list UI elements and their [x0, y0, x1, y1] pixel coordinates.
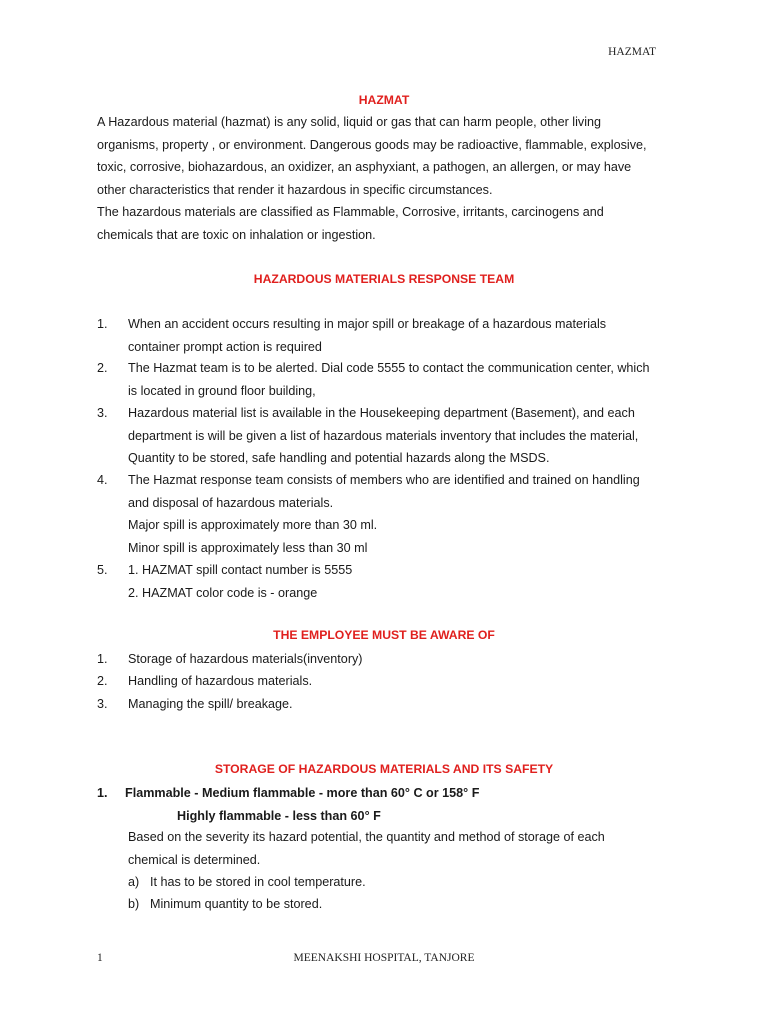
- flammable-line: Flammable - Medium flammable - more than 60° C or 158° F: [125, 786, 480, 800]
- list-item-line: 1. HAZMAT spill contact number is 5555: [128, 563, 353, 577]
- list-item-text: Managing the spill/ breakage.: [128, 697, 293, 711]
- list-item-line: The Hazmat response team consists of members who are identified and trained on handling: [128, 473, 640, 487]
- running-header: HAZMAT: [608, 46, 656, 58]
- paragraph-line: organisms, property , or environment. Dangerous goods may be radioactive, flammable, explosive,: [97, 137, 647, 152]
- paragraph-line: chemical is determined.: [128, 852, 261, 867]
- list-item-text: Storage of hazardous materials(inventory): [128, 652, 363, 666]
- sub-list-text: It has to be stored in cool temperature.: [150, 875, 366, 889]
- paragraph-line: Based on the severity its hazard potential, the quantity and method of storage of each: [128, 830, 605, 844]
- list-number: 1.: [97, 317, 108, 331]
- paragraph-line: A Hazardous material (hazmat) is any solid, liquid or gas that can harm people, other living: [97, 115, 602, 129]
- sub-list-letter: b): [128, 897, 140, 911]
- list-number: 1.: [97, 652, 108, 666]
- list-item-line: 2. HAZMAT color code is - orange: [128, 585, 318, 600]
- list-item-line: department is will be given a list of hazardous materials inventory that includes the material,: [128, 428, 639, 443]
- list-item-line: container prompt action is required: [128, 339, 322, 354]
- section-heading-employee-awareness: THE EMPLOYEE MUST BE AWARE OF: [273, 628, 495, 642]
- section-heading-hazmat: HAZMAT: [358, 93, 410, 107]
- highly-flammable-line: Highly flammable - less than 60° F: [177, 808, 381, 823]
- list-number: 2.: [97, 674, 108, 688]
- sub-list-letter: a): [128, 875, 140, 889]
- list-item-line: The Hazmat team is to be alerted. Dial code 5555 to contact the communication center, which: [128, 361, 650, 375]
- list-number: 3.: [97, 697, 108, 711]
- footer-text: MEENAKSHI HOSPITAL, TANJORE: [293, 952, 475, 964]
- paragraph-line: The hazardous materials are classified as Flammable, Corrosive, irritants, carcinogens and: [97, 205, 604, 219]
- list-item-line: Hazardous material list is available in the Housekeeping department (Basement), and each: [128, 406, 635, 420]
- list-number: 2.: [97, 361, 108, 375]
- list-item-text: Handling of hazardous materials.: [128, 674, 313, 688]
- list-item-line: is located in ground floor building,: [128, 383, 316, 398]
- page-number: 1: [97, 952, 103, 964]
- paragraph-line: toxic, corrosive, biohazardous, an oxidizer, an asphyxiant, a pathogen, an allergen, or may have: [97, 160, 632, 174]
- list-item-line: and disposal of hazardous materials.: [128, 495, 334, 510]
- section-heading-storage-safety: STORAGE OF HAZARDOUS MATERIALS AND ITS SAFETY: [214, 762, 554, 776]
- paragraph-line: chemicals that are toxic on inhalation or ingestion.: [97, 227, 376, 242]
- list-item-line: When an accident occurs resulting in major spill or breakage of a hazardous materials: [128, 317, 607, 331]
- list-number: 1.: [97, 786, 108, 800]
- list-item-line: Major spill is approximately more than 30 ml.: [128, 518, 378, 532]
- section-heading-response-team: HAZARDOUS MATERIALS RESPONSE TEAM: [253, 272, 515, 286]
- storage-paragraph: [128, 826, 648, 871]
- intro-paragraph: [97, 111, 657, 246]
- list-item-line: Minor spill is approximately less than 30 ml: [128, 540, 368, 555]
- list-number: 5.: [97, 563, 108, 577]
- list-number: 3.: [97, 406, 108, 420]
- list-item-line: Quantity to be stored, safe handling and potential hazards along the MSDS.: [128, 451, 550, 465]
- paragraph-line: other characteristics that render it hazardous in specific circumstances.: [97, 182, 493, 197]
- sub-list-text: Minimum quantity to be stored.: [150, 897, 323, 911]
- list-number: 4.: [97, 473, 108, 487]
